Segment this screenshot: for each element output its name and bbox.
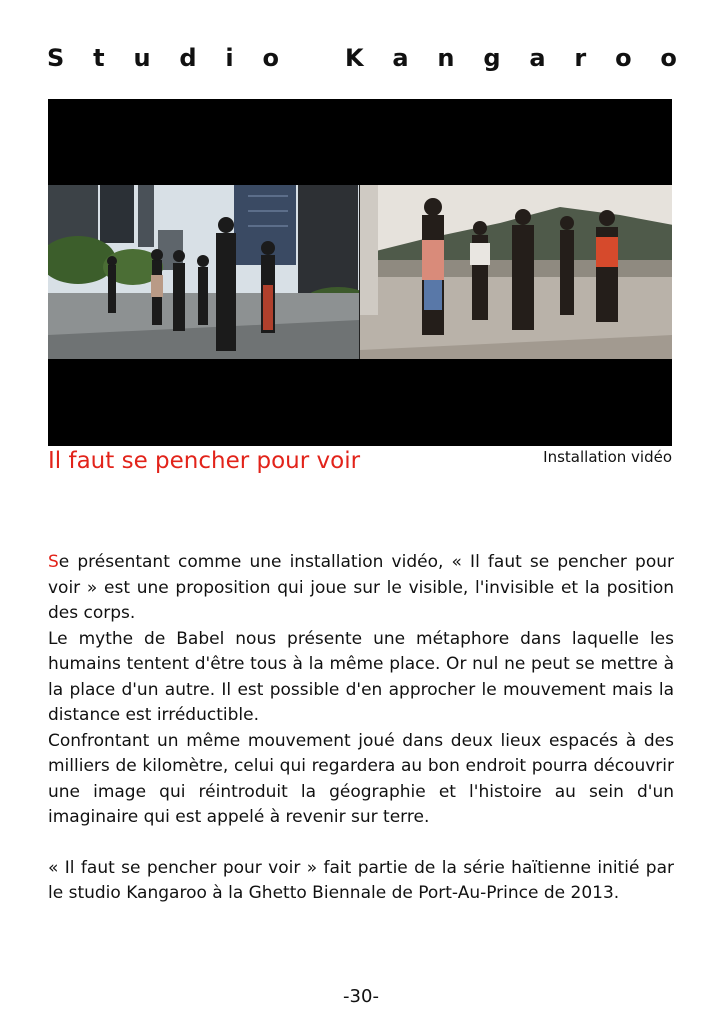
plaza-dancers-image [48,185,359,359]
video-panel-right [359,185,673,359]
title-letter: g [483,44,501,72]
paragraph-2: Le mythe de Babel nous présente une métaphore dans laquelle les humains tentent d'être tous à la même place. Or nul ne peut se mettre à la place d'un autre. Il est possible d'en approcher le mouvement mais la distance est irréductible. [48,628,674,725]
title-letter: a [392,44,409,72]
paragraph-4: « Il faut se pencher pour voir » fait partie de la série haïtienne initié par le studio Kangaroo à la Ghetto Biennale de Port-Au-Prince de 2013. [48,857,674,903]
title-letter: d [179,44,197,72]
title-letter: n [437,44,455,72]
studio-title [47,44,677,72]
work-medium: Installation vidéo [543,448,672,466]
page-number: -30- [343,986,379,1007]
title-letter: u [133,44,151,72]
work-title: Il faut se pencher pour voir [48,448,361,474]
paragraph-gap [48,831,674,856]
title-letter: a [529,44,546,72]
title-letter: K [344,44,364,72]
paragraph-1 [48,550,674,627]
description-text [48,550,674,907]
video-strip [48,185,672,359]
title-letter: i [225,44,234,72]
video-panel-left [48,185,359,359]
title-letter: S [47,44,65,72]
caption-row [48,448,672,482]
paragraph-1-text: e présentant comme une installation vidéo, « Il faut se pencher pour voir » est une proposition qui joue sur le visible, l'invisible et la position des corps. [48,552,674,623]
rooftop-dancers-image [360,185,673,359]
title-letter: o [660,44,677,72]
title-letter: t [93,44,105,72]
title-letter-space [308,44,316,72]
paragraph-3: Confrontant un même mouvement joué dans deux lieux espacés à des milliers de kilomètre, celui qui regardera au bon endroit pourra découvrir une image qui réintroduit la géographie et l'histoire au sein d'un imaginaire qui est appelé à revenir sur terre. [48,730,674,827]
title-letter: o [262,44,279,72]
dropcap: S [48,552,59,572]
title-letter: r [574,44,587,72]
title-letter: o [615,44,632,72]
video-still [48,99,672,446]
